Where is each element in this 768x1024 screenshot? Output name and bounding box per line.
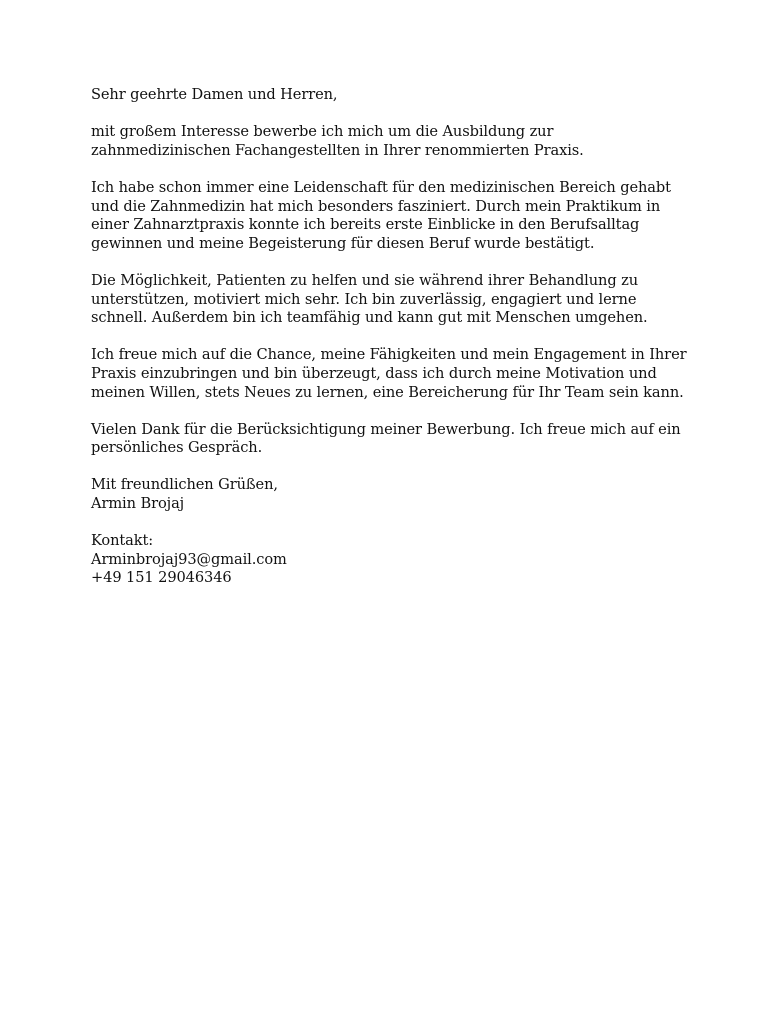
paragraph-line: meinen Willen, stets Neues zu lernen, eine Bereicherung für Ihr Team sein kann. xyxy=(91,383,684,401)
paragraph-line: Praxis einzubringen und bin überzeugt, dass ich durch meine Motivation und xyxy=(91,364,657,382)
paragraph-5 xyxy=(91,421,691,458)
contact-label: Kontakt: xyxy=(91,532,154,550)
paragraph-4 xyxy=(91,346,691,402)
closing-text: Mit freundlichen Grüßen, xyxy=(91,476,278,494)
paragraph-2 xyxy=(91,179,691,253)
paragraph-line: Vielen Dank für die Berücksichtigung meiner Bewerbung. Ich freue mich auf ein xyxy=(91,420,681,438)
paragraph-line: Ich habe schon immer eine Leidenschaft für den medizinischen Bereich gehabt xyxy=(91,178,671,196)
contact-phone: +49 151 29046346 xyxy=(91,569,232,587)
paragraph-line: persönliches Gespräch. xyxy=(91,439,263,457)
closing-block xyxy=(91,476,691,513)
paragraph-line: mit großem Interesse bewerbe ich mich um die Ausbildung zur xyxy=(91,123,554,141)
contact-block xyxy=(91,532,691,588)
paragraph-line: unterstützen, motiviert mich sehr. Ich bin zuverlässig, engagiert und lerne xyxy=(91,290,637,308)
paragraph-1 xyxy=(91,123,691,160)
letter-page xyxy=(91,86,691,607)
salutation xyxy=(91,86,691,105)
paragraph-line: Ich freue mich auf die Chance, meine Fähigkeiten und mein Engagement in Ihrer xyxy=(91,346,687,364)
paragraph-line: und die Zahnmedizin hat mich besonders fasziniert. Durch mein Praktikum in xyxy=(91,197,661,215)
salutation-text: Sehr geehrte Damen und Herren, xyxy=(91,86,338,103)
paragraph-line: zahnmedizinischen Fachangestellten in Ihrer renommierten Praxis. xyxy=(91,141,584,159)
paragraph-line: Die Möglichkeit, Patienten zu helfen und sie während ihrer Behandlung zu xyxy=(91,271,639,289)
paragraph-line: gewinnen und meine Begeisterung für diesen Beruf wurde bestätigt. xyxy=(91,234,595,252)
paragraph-line: schnell. Außerdem bin ich teamfähig und kann gut mit Menschen umgehen. xyxy=(91,309,648,327)
contact-email: Arminbrojaj93@gmail.com xyxy=(91,550,287,568)
paragraph-3 xyxy=(91,272,691,328)
paragraph-line: einer Zahnarztpraxis konnte ich bereits erste Einblicke in den Berufsalltag xyxy=(91,216,640,234)
signature-name: Armin Brojaj xyxy=(91,495,185,513)
